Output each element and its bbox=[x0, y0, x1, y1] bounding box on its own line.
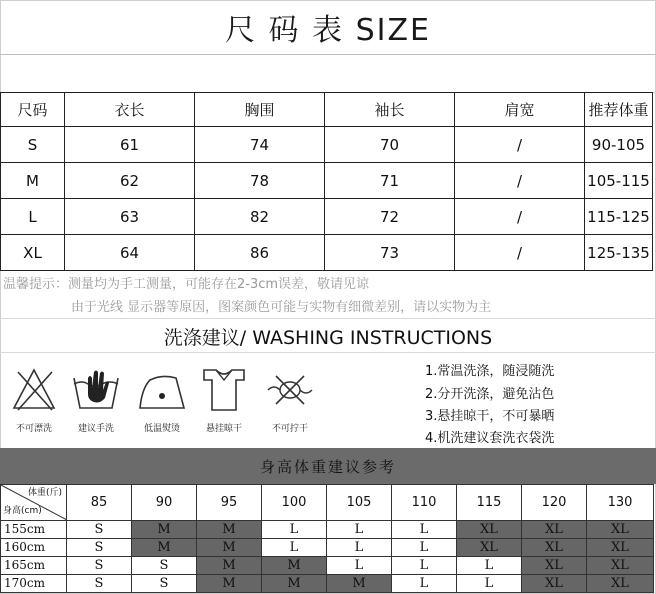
size-cell: L bbox=[327, 557, 392, 575]
size-cell: XL bbox=[522, 575, 587, 593]
instruction-item: 2.分开洗涤，避免沾色 bbox=[425, 387, 555, 402]
table-row bbox=[1, 521, 654, 539]
size-cell: M bbox=[197, 575, 262, 593]
header-cell: 胸围 bbox=[195, 93, 325, 127]
size-cell: XL bbox=[457, 521, 522, 539]
no-bleach-icon bbox=[8, 364, 60, 416]
size-cell: M bbox=[197, 521, 262, 539]
weight-header: 120 bbox=[522, 485, 587, 521]
size-table-header bbox=[1, 93, 653, 127]
height-label: 170cm bbox=[1, 575, 67, 593]
corner-cell bbox=[1, 485, 67, 521]
table-cell: 105-115 bbox=[585, 163, 653, 199]
header-cell: 肩宽 bbox=[455, 93, 585, 127]
chart-header-row bbox=[1, 485, 654, 521]
table-cell: 125-135 bbox=[585, 235, 653, 271]
table-row bbox=[1, 575, 654, 593]
size-cell: L bbox=[457, 557, 522, 575]
washing-title: 洗涤建议/ WASHING INSTRUCTIONS bbox=[163, 326, 493, 349]
table-cell: 71 bbox=[325, 163, 455, 199]
table-cell: 86 bbox=[195, 235, 325, 271]
low-temp-iron-icon bbox=[136, 364, 188, 416]
table-cell: / bbox=[455, 199, 585, 235]
size-cell: L bbox=[457, 575, 522, 593]
table-cell: 72 bbox=[325, 199, 455, 235]
table-cell: S bbox=[1, 127, 65, 163]
no-wring-icon bbox=[264, 364, 316, 416]
size-cell: M bbox=[197, 539, 262, 557]
table-cell: 61 bbox=[65, 127, 195, 163]
table-row bbox=[1, 539, 654, 557]
size-cell: M bbox=[327, 575, 392, 593]
size-cell: M bbox=[262, 575, 327, 593]
instruction-item: 1.常温洗涤，随浸随洗 bbox=[425, 364, 555, 379]
hang-dry-icon bbox=[198, 364, 250, 416]
header-cell: 衣长 bbox=[65, 93, 195, 127]
table-cell: / bbox=[455, 163, 585, 199]
weight-axis-label: 体重(斤) bbox=[27, 488, 62, 498]
table-cell: 90-105 bbox=[585, 127, 653, 163]
table-cell: L bbox=[1, 199, 65, 235]
table-row bbox=[1, 127, 653, 163]
table-cell: 64 bbox=[65, 235, 195, 271]
size-cell: S bbox=[67, 557, 132, 575]
size-cell: S bbox=[67, 539, 132, 557]
size-cell: M bbox=[262, 557, 327, 575]
size-table bbox=[0, 92, 653, 271]
height-axis-label: 身高(cm) bbox=[3, 506, 42, 516]
spacer-row bbox=[0, 55, 656, 93]
icon-label: 不可漂洗 bbox=[15, 424, 52, 434]
size-cell: XL bbox=[587, 539, 654, 557]
icon-label: 悬挂晾干 bbox=[205, 424, 242, 434]
hand-wash-icon bbox=[70, 364, 122, 416]
size-cell: XL bbox=[587, 521, 654, 539]
header-cell: 袖长 bbox=[325, 93, 455, 127]
size-cell: L bbox=[262, 521, 327, 539]
size-cell: XL bbox=[522, 539, 587, 557]
table-cell: 115-125 bbox=[585, 199, 653, 235]
divider bbox=[0, 318, 656, 319]
size-cell: S bbox=[132, 575, 197, 593]
size-cell: XL bbox=[587, 557, 654, 575]
tips-line-2: 由于光线 显示器等原因，图案颜色可能与实物有细微差别，请以实物为主 bbox=[71, 300, 492, 315]
table-cell: 70 bbox=[325, 127, 455, 163]
chart-body bbox=[1, 521, 654, 593]
page-title: 尺 码 表 SIZE bbox=[224, 13, 431, 48]
size-cell: L bbox=[327, 539, 392, 557]
table-cell: / bbox=[455, 127, 585, 163]
weight-header: 115 bbox=[457, 485, 522, 521]
weight-header: 110 bbox=[392, 485, 457, 521]
icon-label: 建议手洗 bbox=[77, 424, 114, 434]
weight-header: 85 bbox=[67, 485, 132, 521]
table-row bbox=[1, 199, 653, 235]
table-cell: 63 bbox=[65, 199, 195, 235]
height-label: 160cm bbox=[1, 539, 67, 557]
size-cell: S bbox=[132, 557, 197, 575]
size-cell: L bbox=[392, 521, 457, 539]
height-weight-title: 身高体重建议参考 bbox=[0, 448, 656, 484]
table-row bbox=[1, 163, 653, 199]
height-weight-table bbox=[0, 484, 654, 593]
size-cell: XL bbox=[587, 575, 654, 593]
table-cell: 62 bbox=[65, 163, 195, 199]
weight-header: 105 bbox=[327, 485, 392, 521]
weight-header: 95 bbox=[197, 485, 262, 521]
weight-header: 130 bbox=[587, 485, 654, 521]
icon-label: 不可拧干 bbox=[271, 424, 308, 434]
table-cell: XL bbox=[1, 235, 65, 271]
size-cell: XL bbox=[457, 539, 522, 557]
size-cell: S bbox=[67, 521, 132, 539]
size-cell: L bbox=[392, 557, 457, 575]
table-cell: / bbox=[455, 235, 585, 271]
tips-line-1: 温馨提示：测量均为手工测量，可能存在2-3cm误差，敬请见谅 bbox=[3, 277, 370, 292]
size-cell: L bbox=[392, 575, 457, 593]
size-cell: M bbox=[197, 557, 262, 575]
table-cell: 78 bbox=[195, 163, 325, 199]
size-cell: S bbox=[67, 575, 132, 593]
size-cell: M bbox=[132, 521, 197, 539]
divider bbox=[0, 352, 656, 353]
weight-header: 90 bbox=[132, 485, 197, 521]
size-cell: L bbox=[262, 539, 327, 557]
table-cell: 82 bbox=[195, 199, 325, 235]
size-cell: M bbox=[132, 539, 197, 557]
size-cell: L bbox=[327, 521, 392, 539]
height-label: 165cm bbox=[1, 557, 67, 575]
table-row bbox=[1, 235, 653, 271]
header-cell: 尺码 bbox=[1, 93, 65, 127]
header-cell: 推荐体重 bbox=[585, 93, 653, 127]
height-label: 155cm bbox=[1, 521, 67, 539]
table-cell: 74 bbox=[195, 127, 325, 163]
weight-header: 100 bbox=[262, 485, 327, 521]
instruction-item: 3.悬挂晾干，不可暴晒 bbox=[425, 409, 555, 424]
table-cell: M bbox=[1, 163, 65, 199]
size-cell: XL bbox=[522, 521, 587, 539]
instruction-item: 4.机洗建议套洗衣袋洗 bbox=[425, 431, 555, 446]
size-cell: XL bbox=[522, 557, 587, 575]
size-cell: L bbox=[392, 539, 457, 557]
table-row bbox=[1, 557, 654, 575]
icon-label: 低温熨烫 bbox=[143, 424, 180, 434]
table-cell: 73 bbox=[325, 235, 455, 271]
